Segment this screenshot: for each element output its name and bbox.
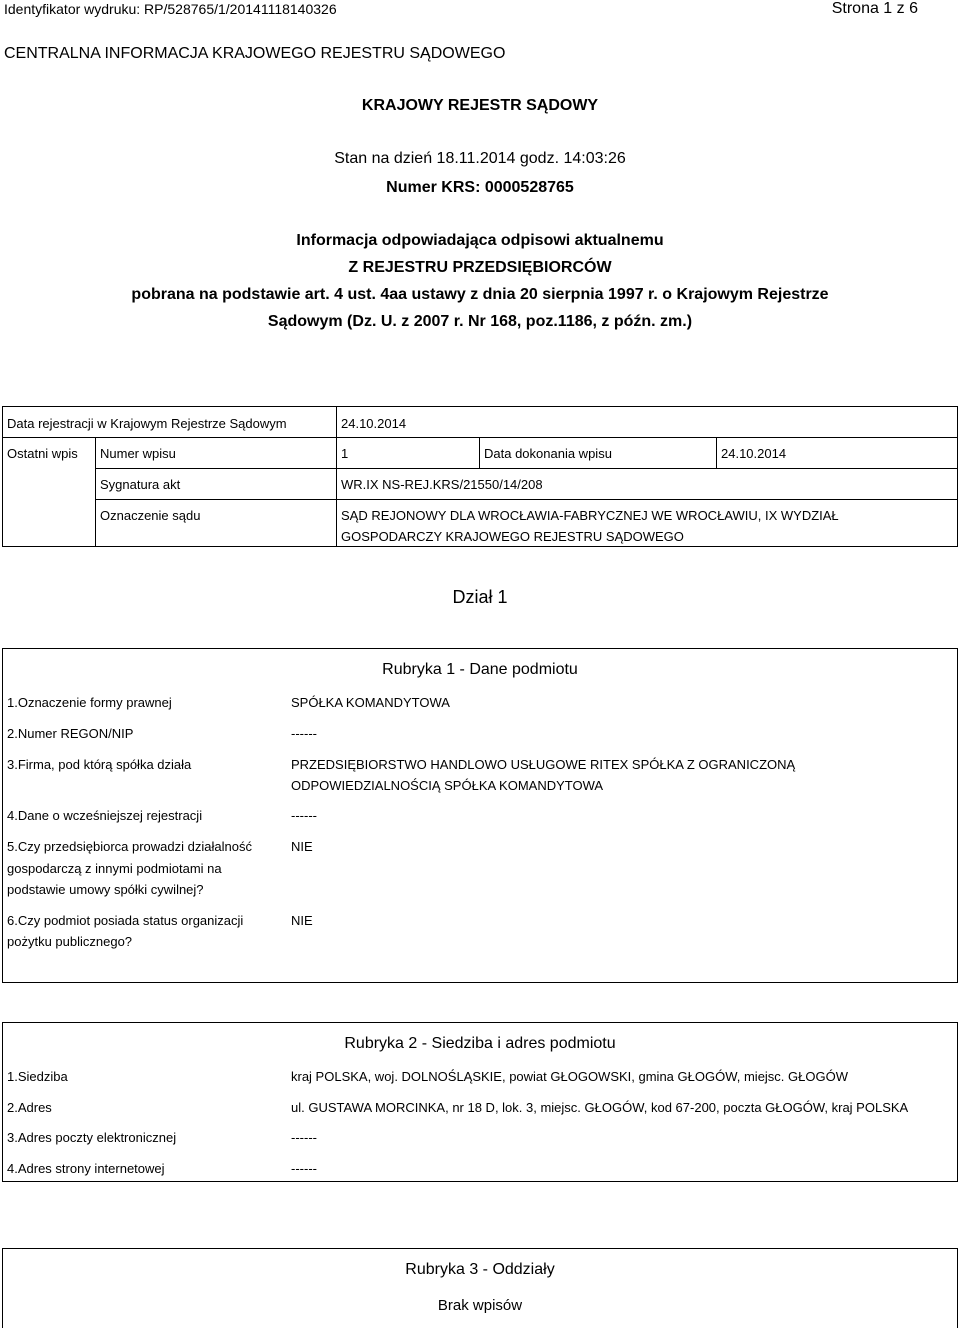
row-1-label: 1.Oznaczenie formy prawnej	[7, 695, 172, 710]
last-entry-label: Ostatni wpis	[7, 446, 78, 461]
signature-value: WR.IX NS-REJ.KRS/21550/14/208	[341, 477, 543, 492]
row-5-label-line-3: podstawie umowy spółki cywilnej?	[7, 882, 204, 897]
divider	[479, 437, 480, 468]
website-label: 4.Adres strony internetowej	[7, 1161, 165, 1176]
print-identifier: Identyfikator wydruku: RP/528765/1/20141118140326	[4, 1, 337, 17]
row-1-value: SPÓŁKA KOMANDYTOWA	[291, 695, 450, 710]
institution-name: CENTRALNA INFORMACJA KRAJOWEGO REJESTRU SĄDOWEGO	[4, 45, 506, 62]
divider	[95, 437, 96, 547]
info-title: Informacja odpowiadająca odpisowi aktualnemu	[296, 232, 664, 249]
adres-value: ul. GUSTAWA MORCINKA, nr 18 D, lok. 3, miejsc. GŁOGÓW, kod 67-200, poczta GŁOGÓW, kraj POLSKA	[291, 1100, 909, 1115]
row-5-label-line-1: 5.Czy przedsiębiorca prowadzi działalność	[7, 839, 252, 854]
email-label: 3.Adres poczty elektronicznej	[7, 1130, 177, 1145]
website-value: ------	[291, 1161, 317, 1176]
rubryka-3-title: Rubryka 3 - Oddziały	[405, 1261, 555, 1278]
page-number: Strona 1 z 6	[831, 0, 918, 17]
court-value-line-1: SĄD REJONOWY DLA WROCŁAWIA-FABRYCZNEJ WE WROCŁAWIU, IX WYDZIAŁ	[341, 508, 839, 523]
row-3-label: 3.Firma, pod którą spółka działa	[7, 757, 192, 772]
entry-number-value: 1	[341, 446, 349, 461]
status-date: Stan na dzień 18.11.2014 godz. 14:03:26	[334, 150, 626, 167]
rubryka-1-title: Rubryka 1 - Dane podmiotu	[382, 661, 578, 678]
court-value-line-2: GOSPODARCZY KRAJOWEGO REJESTRU SĄDOWEGO	[341, 529, 684, 544]
section-title: Dział 1	[452, 587, 508, 607]
row-6-label-line-2: pożytku publicznego?	[7, 934, 133, 949]
registration-date-label: Data rejestracji w Krajowym Rejestrze Sądowym	[7, 416, 287, 431]
entry-date-label: Data dokonania wpisu	[484, 446, 612, 461]
row-5-label-line-2: gospodarczą z innymi podmiotami na	[7, 861, 222, 876]
legal-basis-line-1: pobrana na podstawie art. 4 ust. 4aa ustawy z dnia 20 sierpnia 1997 r. o Krajowym Rejestrze	[131, 286, 829, 303]
legal-basis-line-2: Sądowym (Dz. U. z 2007 r. Nr 168, poz.1186, z późn. zm.)	[267, 313, 693, 330]
siedziba-value: kraj POLSKA, woj. DOLNOŚLĄSKIE, powiat GŁOGOWSKI, gmina GŁOGÓW, miejsc. GŁOGÓW	[291, 1069, 848, 1084]
divider	[2, 437, 958, 438]
krs-number: Numer KRS: 0000528765	[386, 179, 574, 196]
row-4-label: 4.Dane o wcześniejszej rejestracji	[7, 808, 203, 823]
divider	[336, 406, 337, 547]
row-4-value: ------	[291, 808, 317, 823]
row-6-label-line-1: 6.Czy podmiot posiada status organizacji	[7, 913, 244, 928]
row-6-value: NIE	[291, 913, 313, 928]
rubryka-3-empty: Brak wpisów	[437, 1297, 523, 1314]
row-3-value-line-1: PRZEDSIĘBIORSTWO HANDLOWO USŁUGOWE RITEX SPÓŁKA Z OGRANICZONĄ	[291, 757, 796, 772]
row-3-value-line-2: ODPOWIEDZIALNOŚCIĄ SPÓŁKA KOMANDYTOWA	[291, 778, 604, 793]
divider	[716, 437, 717, 468]
email-value: ------	[291, 1130, 317, 1145]
signature-label: Sygnatura akt	[100, 477, 181, 492]
row-2-value: ------	[291, 726, 317, 741]
rubryka-3-border	[2, 1248, 958, 1328]
entry-number-label: Numer wpisu	[100, 446, 176, 461]
registry-type: Z REJESTRU PRZEDSIĘBIORCÓW	[348, 259, 612, 276]
divider	[95, 468, 958, 469]
row-2-label: 2.Numer REGON/NIP	[7, 726, 134, 741]
registry-title: KRAJOWY REJESTR SĄDOWY	[361, 97, 599, 114]
siedziba-label: 1.Siedziba	[7, 1069, 68, 1084]
divider	[95, 499, 958, 500]
adres-label: 2.Adres	[7, 1100, 52, 1115]
court-label: Oznaczenie sądu	[100, 508, 201, 523]
registration-date-value: 24.10.2014	[341, 416, 407, 431]
row-5-value: NIE	[291, 839, 313, 854]
rubryka-2-title: Rubryka 2 - Siedziba i adres podmiotu	[344, 1035, 616, 1052]
entry-date-value: 24.10.2014	[721, 446, 787, 461]
